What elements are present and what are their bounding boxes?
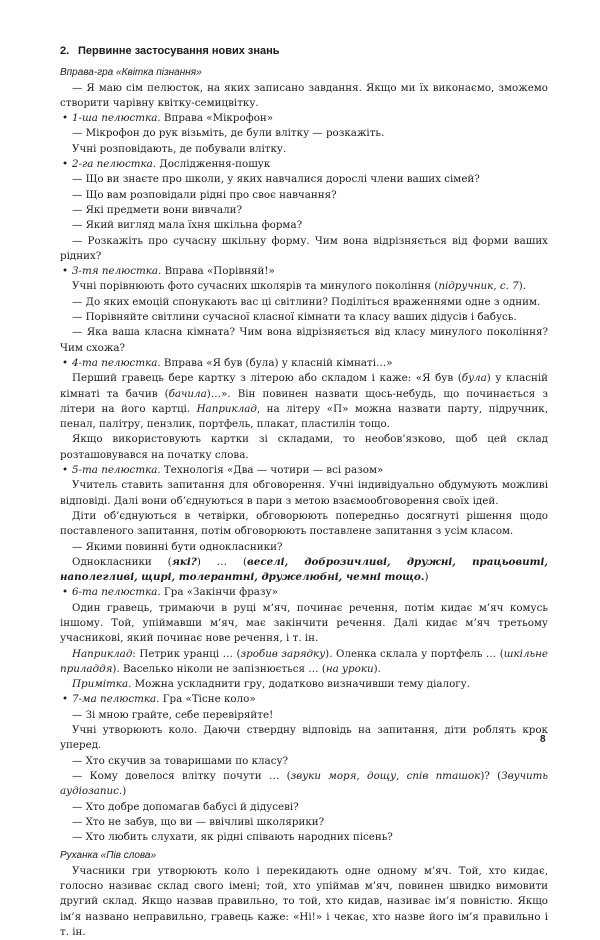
text-italic: Примітка xyxy=(72,678,129,691)
petal-6-example xyxy=(60,647,548,678)
petal-7-question: — Хто скучив за товаришами по класу? xyxy=(72,754,289,767)
petal-7-line: — Зі мною грайте, себе перевіряйте! xyxy=(72,708,274,721)
petal-3-item xyxy=(60,264,548,279)
petal-2-text: Дослідження-пошук xyxy=(156,158,271,171)
petal-5-paragraph: Учитель ставить запитання для обговорення. Учні індивідуально обдумують можливі відповіді. Далі вони об’єднуються в пари з метою взаємообговорення своїх ідей. xyxy=(60,479,548,507)
text-italic: бачила xyxy=(168,387,207,400)
bullet: • xyxy=(62,464,69,477)
textbook-ref: підручник, с. 7 xyxy=(438,280,519,293)
petal-2-name: 2-га пелюстка. xyxy=(72,158,157,171)
petal-6-text: Гра «Закінчи фразу» xyxy=(160,586,278,599)
petal-7-text: Гра «Тісне коло» xyxy=(159,693,256,706)
text-run: ) … ( xyxy=(196,555,247,568)
petal-1-line: — Мікрофон до рук візьміть, де були влітку — розкажіть. xyxy=(72,127,385,140)
petal-3-question: — Порівняйте світлини сучасної класної кімнати та класу ваших дідусів і бабусь. xyxy=(72,311,517,324)
petal-7-question xyxy=(60,769,548,800)
petal-5-item xyxy=(60,463,548,478)
ruhanka-label: Руханка «Пів слова» xyxy=(60,850,157,862)
petal-7-question: — Хто любить слухати, як рідні співають народних пісень? xyxy=(72,831,393,844)
petal-4-item xyxy=(60,356,548,371)
petal-7-name: 7-ма пелюстка. xyxy=(72,693,160,706)
petal-2-question: — Що ви знаєте про школи, у яких навчалися дорослі члени ваших сімей? xyxy=(72,173,480,186)
petal-7-item xyxy=(60,692,548,707)
petal-5-answer xyxy=(60,555,548,586)
petal-5-question: — Якими повинні бути однокласники? xyxy=(72,540,283,553)
petal-6-name: 6-та пелюстка. xyxy=(72,586,161,599)
petal-6-item xyxy=(60,585,548,600)
petal-7-question: — Хто добре допомагав бабусі й дідусеві? xyxy=(72,800,299,813)
text-italic: Наприклад xyxy=(72,647,133,660)
petal-2-question: — Який вигляд мала їхня шкільна форма? xyxy=(72,219,303,232)
text-run: : Петрик уранці … ( xyxy=(132,647,241,660)
petal-5-paragraph: Діти об’єднуються в четвірки, обговорюють попередньо досягнуті рішення щодо поставленого запитання, потім обговорюють поставлене запитання з усім класом. xyxy=(60,509,548,538)
section-heading xyxy=(60,44,548,59)
petal-3-question: — Яка ваша класна кімната? Чим вона відрізняється від класу минулого покоління? Чим схожа? xyxy=(60,326,548,354)
petal-2-question: — Які предмети вони вивчали? xyxy=(72,203,243,216)
bullet: • xyxy=(62,586,69,599)
petal-1-line: Учні розповідають, де побували влітку. xyxy=(72,142,287,155)
text-run: )…». Він повинен назвати щось-небудь, що починається з літери на його картці. xyxy=(60,387,548,415)
text-run: . Можна ускладнити гру, додатково визначивши тему діалогу. xyxy=(128,678,471,691)
text-run: ). xyxy=(518,280,527,293)
petal-6-note xyxy=(60,677,548,692)
petal-5-text: Технологія «Два — чотири — всі разом» xyxy=(160,464,384,477)
petal-4-text: Вправа «Я був (була) у класній кімнаті…» xyxy=(160,356,393,369)
text-run: ). Оленка склала у портфель … ( xyxy=(325,647,504,660)
petal-3-question: — До яких емоцій спонукають вас ці світлини? Поділіться враженнями одне з одним. xyxy=(72,295,541,308)
petal-4-description xyxy=(60,371,548,432)
text-run: Однокласники ( xyxy=(72,555,172,568)
section-number: 2. xyxy=(60,45,70,57)
text-italic: Звучить аудіозапис. xyxy=(60,769,548,798)
text-run: ) у класній кімнаті та бачив ( xyxy=(60,372,548,400)
text-bold-italic: які? xyxy=(171,555,197,568)
petal-2-question: — Розкажіть про сучасну шкільну форму. Чим вона відрізняється від форми ваших рідних? xyxy=(60,234,548,262)
bullet: • xyxy=(62,112,69,125)
petal-7-line: Учні утворюють коло. Даючи ствердну відповідь на запитання, діти роблять крок уперед. xyxy=(60,724,548,752)
bullet: • xyxy=(62,158,69,171)
petal-6-paragraph: Один гравець, тримаючи в руці м’яч, починає речення, потім кидає м’яч комусь іншому. Той, упіймавши м’яч, має закінчити речення. Далі кидає м’яч третьому учасникові, який починає нове речення, і т. ін. xyxy=(60,601,548,645)
bullet: • xyxy=(62,693,69,706)
text-run: — Кому довелося влітку почути … ( xyxy=(72,769,291,782)
petal-2-item xyxy=(60,157,548,172)
page-number: 8 xyxy=(540,734,546,745)
text-italic: Наприклад xyxy=(196,402,257,415)
petal-4-note: Якщо використовують картки зі складами, то необов’язково, щоб цей склад розташовувався на початку слова. xyxy=(60,433,548,461)
petal-7-question: — Хто не забув, що ви — ввічливі школярики? xyxy=(72,815,325,828)
text-run: ) xyxy=(122,785,127,798)
intro-text: — Я маю сім пелюсток, на яких записано завдання. Якщо ми їх виконаємо, зможемо створити чарівну квітку-семицвітку. xyxy=(60,81,548,109)
text-italic: звуки моря, дощу, спів пташок xyxy=(290,769,481,782)
text-run: Перший гравець бере картку з літерою або складом і каже: «Я був ( xyxy=(72,372,462,385)
petal-2-question: — Що вам розповідали рідні про своє навчання? xyxy=(72,188,337,201)
petal-3-text: Вправа «Порівняй!» xyxy=(161,265,275,278)
section-title: Первинне застосування нових знань xyxy=(78,45,280,57)
text-run: ). xyxy=(373,662,381,675)
bullet: • xyxy=(62,265,69,278)
text-run: , на літеру «П» можна назвати парту, підручник, пенал, палітру, пензлик, портфель, плакат, пластилін тощо. xyxy=(60,402,548,431)
text-run: ) xyxy=(424,571,429,584)
text-bold-italic: веселі, доброзичливі, дружні, працьовиті, наполегливі, щирі, толерантні, дружелюбні, чемні тощо. xyxy=(60,555,548,584)
text-italic: зробив зарядку xyxy=(240,647,326,660)
text-run: )? ( xyxy=(480,769,502,782)
text-italic: на уроки xyxy=(325,662,374,675)
petal-1-item xyxy=(60,111,548,126)
petal-5-name: 5-та пелюстка. xyxy=(72,464,161,477)
petal-3-line xyxy=(60,279,548,294)
page-content xyxy=(60,44,548,940)
ruhanka-text: Учасники гри утворюють коло і перекидають одне одному м’яч. Той, хто кидає, голосно називає склад свого імені; той, хто упіймав м’яч, повинен швидко вимовити другий склад. Якщо назвав правильно, то той, хто кидав, називає ім’я повністю. Якщо ім’я названо неправильно, гравець каже: «Ні!» і чекає, хто назве його ім’я правильно і т. ін. xyxy=(60,864,548,938)
petal-1-name: 1-ша пелюстка. xyxy=(72,112,161,125)
petal-1-text: Вправа «Мікрофон» xyxy=(160,112,274,125)
petal-3-name: 3-тя пелюстка. xyxy=(72,265,162,278)
petal-4-name: 4-та пелюстка. xyxy=(72,356,161,369)
bullet: • xyxy=(62,356,69,369)
text-italic: була xyxy=(461,372,487,385)
text-run: Учні порівнюють фото сучасних школярів та минулого покоління ( xyxy=(72,280,439,293)
text-run: ). Васелько ніколи не запізнюється … ( xyxy=(112,662,326,675)
text-italic: шкільне приладдя xyxy=(60,647,549,675)
exercise-label: Вправа-гра «Квітка пізнання» xyxy=(60,67,202,79)
